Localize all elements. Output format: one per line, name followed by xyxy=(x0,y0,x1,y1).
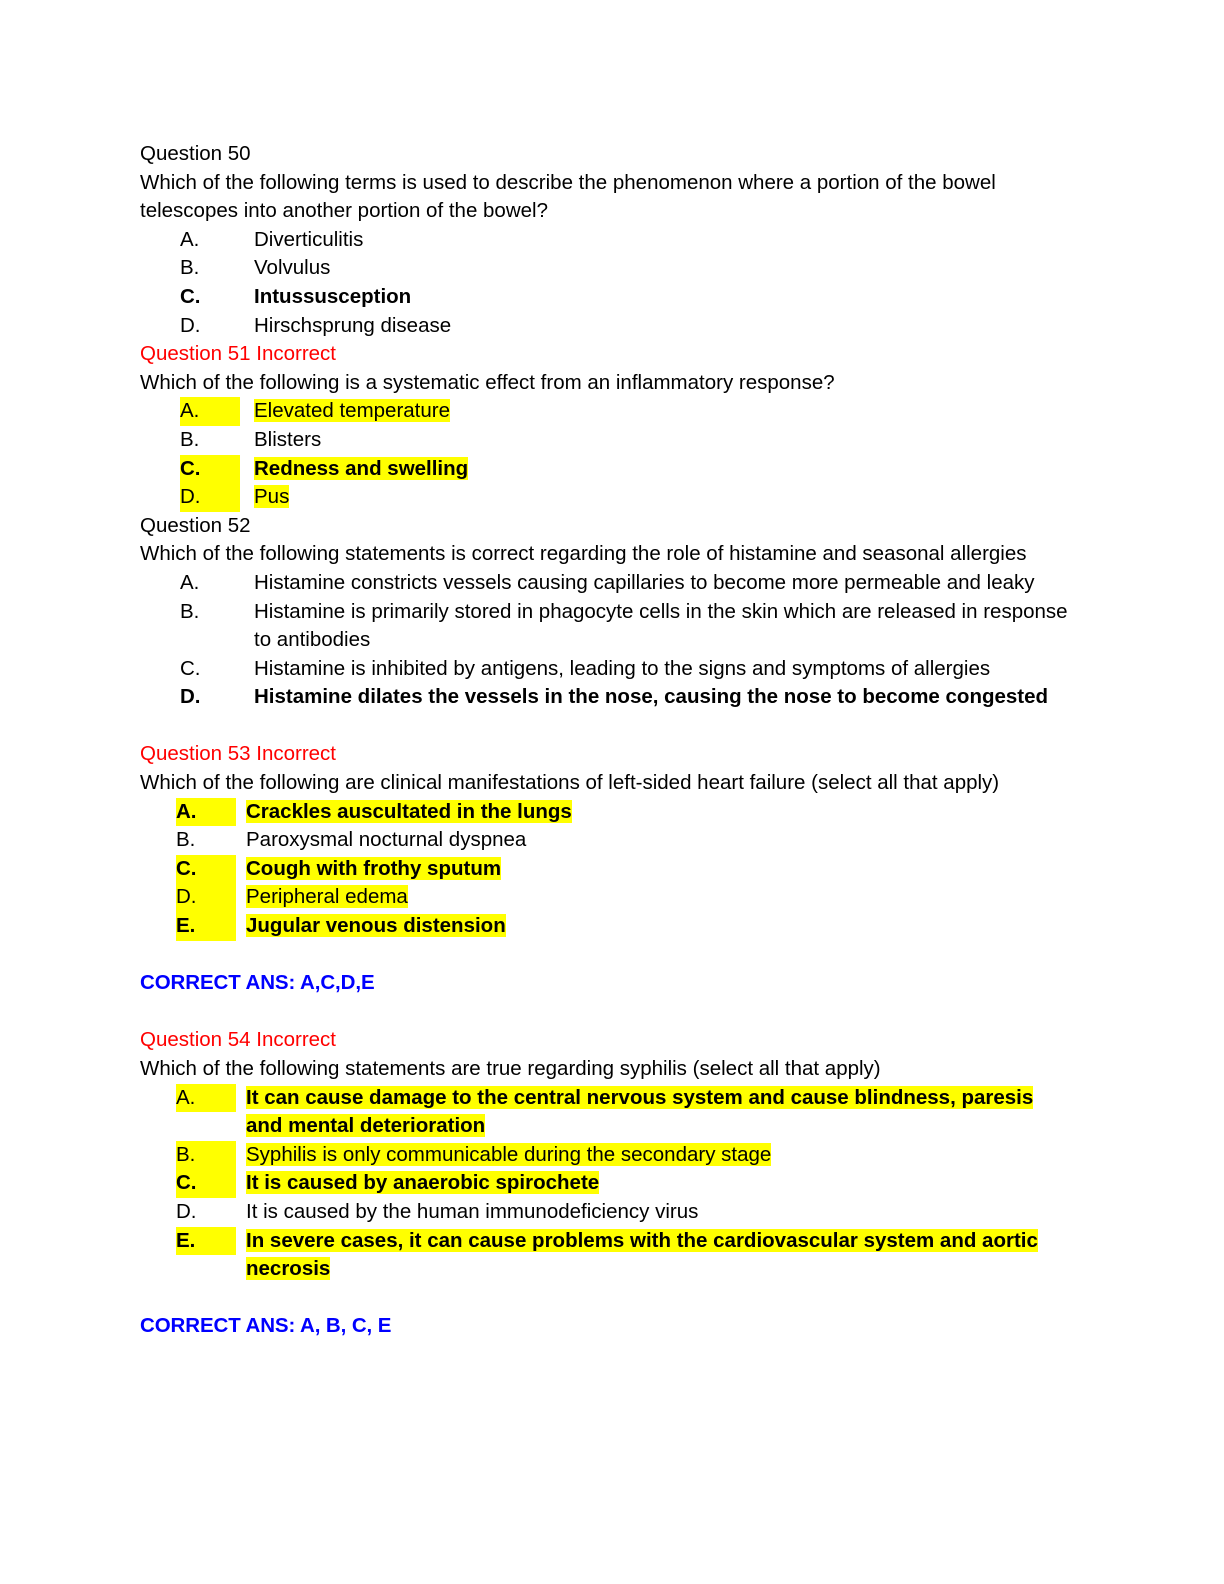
option-letter: C. xyxy=(180,656,201,680)
option-letter: A. xyxy=(176,1084,236,1113)
question-block xyxy=(140,512,1074,741)
option-text: Elevated temperature xyxy=(254,399,451,423)
option-item[interactable] xyxy=(176,912,1074,941)
option-item[interactable] xyxy=(176,1169,1074,1198)
spacer xyxy=(140,1284,1074,1313)
option-letter: C. xyxy=(176,855,236,884)
option-letter: B. xyxy=(180,599,200,623)
option-text: Volvulus xyxy=(254,256,331,280)
option-letter: E. xyxy=(176,1227,236,1256)
option-list xyxy=(140,226,1074,340)
option-letter: A. xyxy=(176,798,236,827)
question-heading-incorrect: Question 53 Incorrect xyxy=(140,742,336,766)
option-letter: A. xyxy=(180,227,200,251)
option-item[interactable] xyxy=(176,855,1074,884)
option-text: Diverticulitis xyxy=(254,227,364,251)
option-text: In severe cases, it can cause problems with the cardiovascular system and aortic necrosis xyxy=(246,1228,1038,1281)
option-text: Pus xyxy=(254,485,290,509)
option-letter: B. xyxy=(180,256,200,280)
spacer xyxy=(140,941,1074,970)
option-item[interactable] xyxy=(180,426,1074,455)
option-letter: C. xyxy=(180,284,201,308)
option-item[interactable] xyxy=(176,798,1074,827)
question-stem: Which of the following statements are true regarding syphilis (select all that apply) xyxy=(140,1057,881,1080)
option-text: Cough with frothy sputum xyxy=(246,856,502,880)
option-item[interactable] xyxy=(180,226,1074,255)
spacer xyxy=(140,712,1074,741)
option-text: Histamine is inhibited by antigens, leading to the signs and symptoms of allergies xyxy=(254,656,991,680)
question-heading-incorrect: Question 51 Incorrect xyxy=(140,342,336,366)
option-text: It is caused by the human immunodeficiency virus xyxy=(246,1199,699,1223)
option-list xyxy=(140,798,1074,941)
question-heading: Question 52 xyxy=(140,513,251,537)
spacer xyxy=(140,998,1074,1027)
option-text: Histamine dilates the vessels in the nose, causing the nose to become congested xyxy=(254,685,1049,709)
option-text: Blisters xyxy=(254,427,322,451)
question-block xyxy=(140,1026,1074,1369)
option-letter: D. xyxy=(180,685,201,709)
document-body xyxy=(140,140,1074,1370)
option-item[interactable] xyxy=(180,683,1074,712)
option-item[interactable] xyxy=(180,455,1074,484)
option-letter: B. xyxy=(180,427,200,451)
option-text: It can cause damage to the central nervous system and cause blindness, paresis and mental deterioration xyxy=(246,1085,1034,1138)
option-letter: D. xyxy=(180,313,201,337)
option-text: Histamine constricts vessels causing capillaries to become more permeable and leaky xyxy=(254,570,1035,594)
option-letter: D. xyxy=(180,483,240,512)
option-letter: D. xyxy=(176,1199,197,1223)
option-item[interactable] xyxy=(176,1084,1074,1141)
question-stem: Which of the following are clinical manifestations of left-sided heart failure (select all that apply) xyxy=(140,771,1000,795)
question-stem: Which of the following statements is correct regarding the role of histamine and seasonal allergies xyxy=(140,542,1027,566)
correct-answer-line: CORRECT ANS: A,C,D,E xyxy=(140,971,375,995)
option-item[interactable] xyxy=(176,883,1074,912)
option-item[interactable] xyxy=(180,569,1074,598)
option-list xyxy=(140,397,1074,511)
option-item[interactable] xyxy=(176,826,1074,855)
option-text: Redness and swelling xyxy=(254,456,469,480)
option-item[interactable] xyxy=(176,1227,1074,1284)
option-letter: C. xyxy=(176,1169,236,1198)
option-item[interactable] xyxy=(176,1198,1074,1227)
question-heading: Question 50 xyxy=(140,142,251,165)
option-text: Intussusception xyxy=(254,284,412,308)
option-item[interactable] xyxy=(180,655,1074,684)
option-list xyxy=(140,1084,1074,1284)
option-item[interactable] xyxy=(176,1141,1074,1170)
option-letter: E. xyxy=(176,912,236,941)
option-item[interactable] xyxy=(180,397,1074,426)
option-list xyxy=(140,569,1074,712)
option-text: Hirschsprung disease xyxy=(254,313,452,337)
option-letter: A. xyxy=(180,570,200,594)
option-text: Jugular venous distension xyxy=(246,914,506,938)
option-text: Paroxysmal nocturnal dyspnea xyxy=(246,828,527,852)
option-item[interactable] xyxy=(180,312,1074,341)
question-block xyxy=(140,740,1074,1026)
option-item[interactable] xyxy=(180,254,1074,283)
option-letter: B. xyxy=(176,1141,236,1170)
option-letter: A. xyxy=(180,397,240,426)
question-block xyxy=(140,340,1074,512)
option-text: Syphilis is only communicable during the secondary stage xyxy=(246,1142,772,1166)
option-item[interactable] xyxy=(180,283,1074,312)
question-heading-incorrect: Question 54 Incorrect xyxy=(140,1028,336,1052)
option-text: Histamine is primarily stored in phagocyte cells in the skin which are released in response to antibodies xyxy=(254,599,1068,652)
question-block xyxy=(140,140,1074,340)
option-text: Peripheral edema xyxy=(246,885,408,909)
spacer xyxy=(140,1341,1074,1370)
option-text: Crackles auscultated in the lungs xyxy=(246,799,572,823)
option-item[interactable] xyxy=(180,483,1074,512)
option-item[interactable] xyxy=(180,598,1074,655)
option-text: It is caused by anaerobic spirochete xyxy=(246,1171,600,1195)
option-letter: C. xyxy=(180,455,240,484)
question-stem: Which of the following terms is used to describe the phenomenon where a portion of the bowel telescopes into another portion of the bowel? xyxy=(140,170,996,223)
question-stem: Which of the following is a systematic effect from an inflammatory response? xyxy=(140,370,835,394)
correct-answer-line: CORRECT ANS: A, B, C, E xyxy=(140,1314,392,1338)
option-letter: D. xyxy=(176,883,236,912)
option-letter: B. xyxy=(176,828,196,852)
